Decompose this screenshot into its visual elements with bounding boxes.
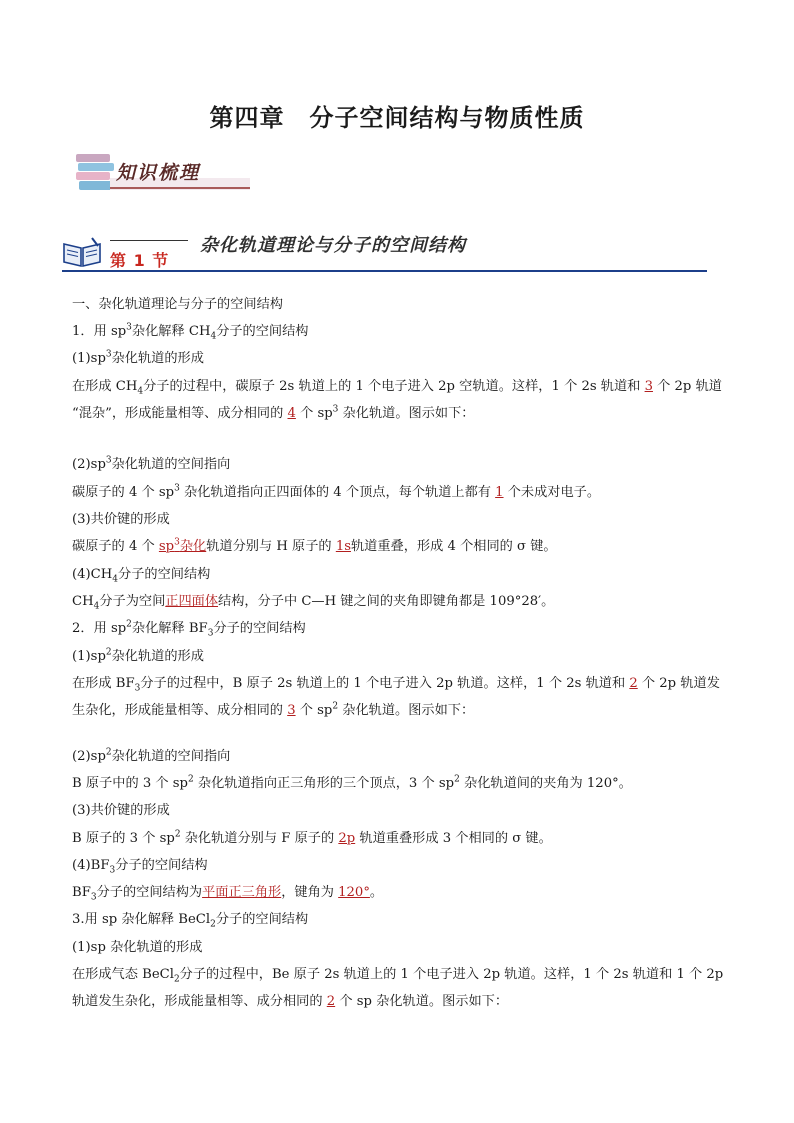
section-divider-bottom [62, 270, 707, 272]
paragraph-3-1a: 在形成气态 BeCl$_2$分子的过程中，Be 原子 2s 轨道上的 1 个电子进入 2p 轨道。这样，1 个 2s 轨道和 1 个 2p [72, 967, 724, 985]
item-2-2: $(2)sp^2$杂化轨道的空间指向 [72, 747, 231, 764]
item-2-3: (3)共价键的形成 [72, 803, 170, 818]
paragraph-2-1b: 生杂化，形成能量相等、成分相同的 3 个 $sp^2$ 杂化轨道。图示如下： [72, 701, 475, 718]
paragraph-1-1a: 在形成 $CH_4$分子的过程中，碳原子 2s 轨道上的 1 个电子进入 2p 空轨道。这样，1 个 2s 轨道和 3 个 2p 轨道 [72, 379, 722, 397]
banner-label: 知识梳理 [116, 162, 201, 184]
item-3-1: (1)sp 杂化轨道的形成 [72, 940, 203, 955]
open-book-icon [62, 236, 102, 268]
subheading-3: 3.用 sp 杂化解释 BeCl$_2$分子的空间结构 [72, 912, 309, 930]
section-title: 杂化轨道理论与分子的空间结构 [200, 235, 466, 256]
item-1-2: $(2)sp^3$杂化轨道的空间指向 [72, 455, 231, 472]
paragraph-1-4: $CH_4$分子为空间正四面体结构，分子中 C—H 键之间的夹角即键角都是 109°28′。 [72, 594, 555, 612]
paragraph-1-2: 碳原子的 4 个 $sp^3$ 杂化轨道指向正四面体的 4 个顶点，每个轨道上都有 1 个未成对电子。 [72, 483, 601, 500]
paragraph-3-1b: 轨道发生杂化，形成能量相等、成分相同的 2 个 sp 杂化轨道。图示如下： [72, 994, 509, 1009]
paragraph-1-3: 碳原子的 4 个 $sp^3$杂化轨道分别与 H 原子的 1s轨道重叠，形成 4 个相同的 σ 键。 [72, 537, 557, 554]
banner-underline [110, 187, 250, 189]
chapter-title: 第四章 分子空间结构与物质性质 [209, 104, 585, 132]
paragraph-2-3: B 原子的 3 个 $sp^2$ 杂化轨道分别与 F 原子的 2p 轨道重叠形成 3 个相同的 σ 键。 [72, 829, 552, 846]
subheading-2: 2．用 $sp^2$杂化解释 $BF_3$分子的空间结构 [72, 619, 306, 639]
paragraph-2-2: B 原子中的 3 个 $sp^2$ 杂化轨道指向正三角形的三个顶点，3 个 $sp^2$ 杂化轨道间的夹角为 120°。 [72, 774, 632, 791]
section-number: 第 1 节 [110, 251, 170, 270]
item-1-1: $(1)sp^3$杂化轨道的形成 [72, 349, 204, 366]
item-1-3: (3)共价键的形成 [72, 512, 170, 527]
paragraph-1-1b: “混杂”，形成能量相等、成分相同的 4 个 $sp^3$ 杂化轨道。图示如下： [72, 404, 475, 421]
section-divider-top [110, 240, 188, 241]
item-2-4: $(4)BF_3$分子的空间结构 [72, 858, 208, 876]
subheading-1: 1．用 $sp^3$杂化解释 $CH_4$分子的空间结构 [72, 322, 309, 342]
paragraph-2-1a: 在形成 $BF_3$分子的过程中，B 原子 2s 轨道上的 1 个电子进入 2p 轨道。这样，1 个 2s 轨道和 2 个 2p 轨道发 [72, 676, 720, 694]
heading-1: 一、杂化轨道理论与分子的空间结构 [72, 297, 283, 312]
paragraph-2-4: $BF_3$分子的空间结构为平面正三角形，键角为 120°。 [72, 885, 384, 903]
item-1-4: $(4)CH_4$分子的空间结构 [72, 567, 211, 585]
item-2-1: $(1)sp^2$杂化轨道的形成 [72, 647, 204, 664]
